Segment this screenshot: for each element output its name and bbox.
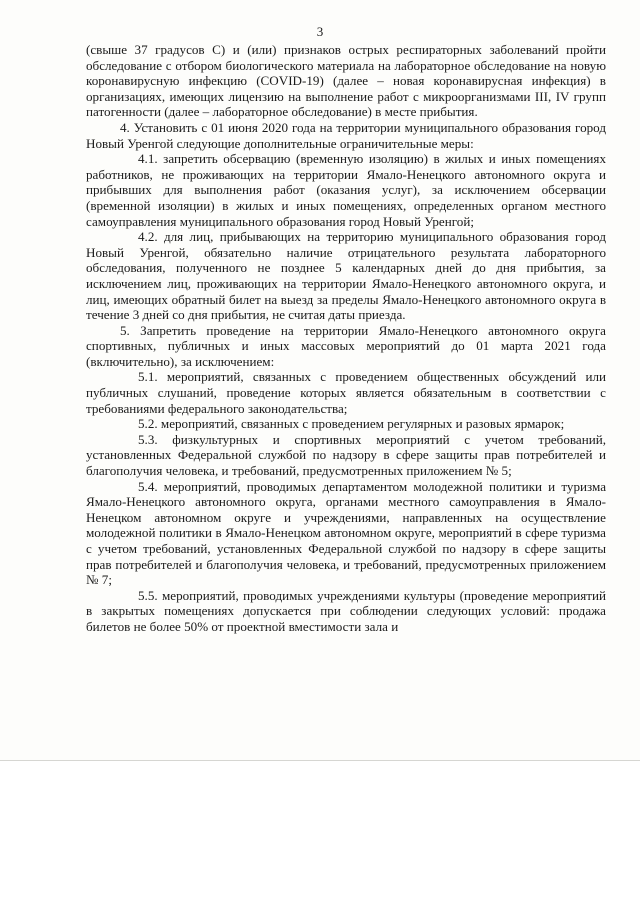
paragraph-4-1: 4.1. запретить обсервацию (временную изоляцию) в жилых и иных помещениях работников, не проживающих на территории Ямало-Ненецкого автономного округа и прибывших для выполнения работ (оказания услуг), за исключением обсервации (временной изоляции) в жилых и иных помещениях, определенных органом местного самоуправления муниципального образования город Новый Уренгой; [86, 151, 606, 229]
paragraph-4-2: 4.2. для лиц, прибывающих на территорию муниципального образования город Новый Уренгой, обязательно наличие отрицательного результата лабораторного обследования, полученного не позднее 5 календарных дней до дня прибытия, за исключением лиц, проживающих на территории Ямало-Ненецкого автономного округа, и лиц, имеющих обратный билет на выезд за пределы Ямало-Ненецкого автономного округа в течение 3 дней со дня прибытия, не считая даты приезда. [86, 229, 606, 323]
paragraph-5-3: 5.3. физкультурных и спортивных мероприятий с учетом требований, установленных Федеральной службой по надзору в сфере защиты прав потребителей и благополучия человека, и требований, предусмотренных приложением № 5; [86, 431, 606, 479]
paragraph-5-5: 5.5. мероприятий, проводимых учреждениями культуры (проведение мероприятий в закрытых помещениях допускается при соблюдении следующих условий: продажа билетов не более 50% от проектной вместимости зала и [86, 587, 606, 634]
paragraph-continuation: (свыше 37 градусов С) и (или) признаков острых респираторных заболеваний пройти обследование с отбором биологического материала на лабораторное обследование на новую коронавирусную инфекцию (COVID-19) (далее – новая коронавирусная инфекция) в организациях, имеющих лицензию на выполнение работ с микроорганизмами III, IV групп патогенности (далее – лабораторное обследование) в месте прибытия. [86, 42, 606, 120]
paragraph-5: 5. Запретить проведение на территории Ямало-Ненецкого автономного округа спортивных, публичных и иных массовых мероприятий до 01 марта 2021 года (включительно), за исключением: [86, 322, 606, 369]
paragraph-5-2: 5.2. мероприятий, связанных с проведением регулярных и разовых ярмарок; [138, 416, 565, 432]
paragraph-5-4: 5.4. мероприятий, проводимых департаментом молодежной политики и туризма Ямало-Ненецкого автономного округа, органами местного самоуправления в Ямало-Ненецком автономном округе и учреждениями, направленных на осуществление молодежной политики в Ямало-Ненецком автономном округе, мероприятий в сфере туризма с учетом требований, установленных Федеральной службой по надзору в сфере защиты прав потребителей и благополучия человека, и требований, предусмотренных приложением № 7; [86, 478, 606, 588]
page-number: 3 [316, 24, 324, 39]
paragraph-4: 4. Установить с 01 июня 2020 года на территории муниципального образования город Новый Уренгой следующие дополнительные ограничительные меры: [86, 119, 606, 151]
paragraph-5-1: 5.1. мероприятий, связанных с проведением общественных обсуждений или публичных слушаний, проведение которых является обязательным в соответствии с требованиями федерального законодательства; [86, 369, 606, 416]
document-body [86, 42, 606, 635]
